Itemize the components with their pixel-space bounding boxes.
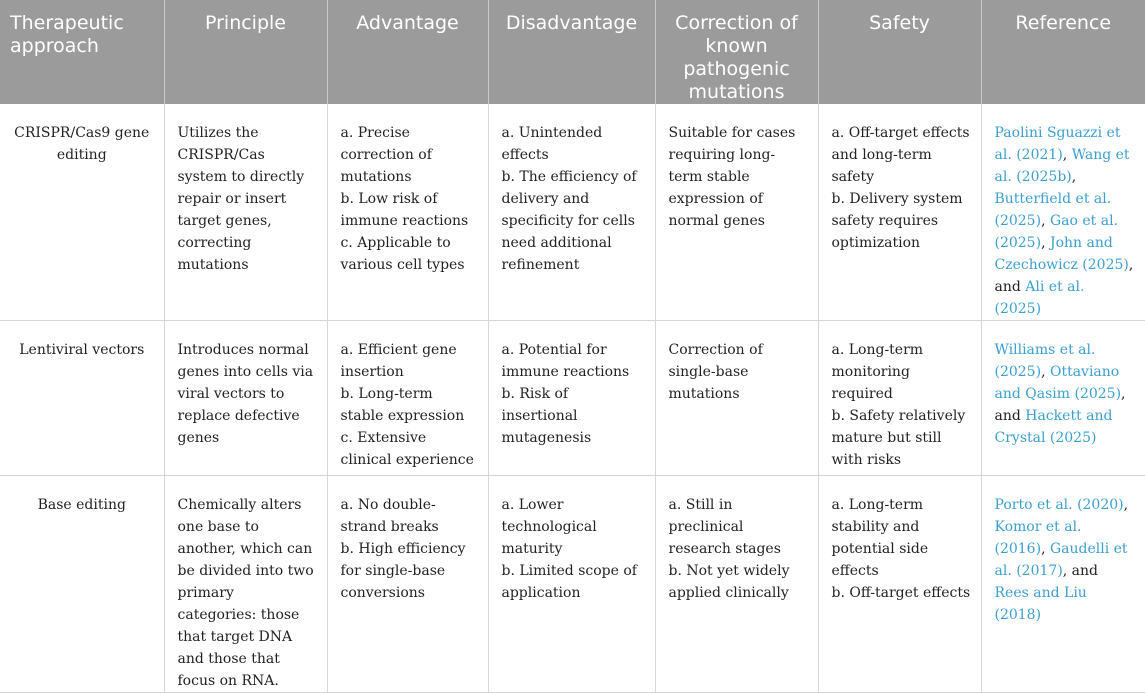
cell-disadvantage: [488, 321, 655, 476]
reference-link[interactable]: Rees and Liu (2018): [994, 585, 1087, 623]
advantage-item: c. Extensive clinical experience: [340, 430, 474, 468]
cell-reference: [981, 104, 1145, 321]
cell-safety: [818, 321, 981, 476]
disadvantage-item: a. Potential for immune reactions: [501, 342, 630, 380]
disadvantage-item: a. Unintended effects: [501, 125, 603, 163]
cell-approach: CRISPR/Cas9 gene editing: [0, 104, 164, 321]
advantage-item: b. High efficiency for single-base conversions: [340, 541, 466, 601]
reference-link[interactable]: Ali et al. (2025): [994, 279, 1085, 317]
cell-advantage: [327, 321, 488, 476]
advantage-item: b. Long-term stable expression: [340, 386, 465, 424]
advantage-item: a. Precise correction of mutations: [340, 125, 432, 185]
cell-approach: Base editing: [0, 476, 164, 693]
reference-link[interactable]: Komor et al. (2016): [994, 519, 1082, 557]
header-therapeutic-approach: Therapeutic approach: [0, 0, 164, 104]
cell-approach: Lentiviral vectors: [0, 321, 164, 476]
header-disadvantage: Disadvantage: [488, 0, 655, 104]
reference-separator: ,: [1123, 497, 1129, 513]
reference-separator: ,: [1041, 541, 1050, 557]
reference-separator: ,: [1041, 213, 1050, 229]
reference-separator: , and: [1062, 563, 1099, 579]
cell-principle: Utilizes the CRISPR/Cas system to directly repair or insert target genes, correcting mutations: [164, 104, 327, 321]
header-row: [0, 0, 1145, 104]
safety-item: b. Safety relatively mature but still with risks: [831, 408, 966, 468]
header-advantage: Advantage: [327, 0, 488, 104]
header-safety: Safety: [818, 0, 981, 104]
reference-link[interactable]: Paolini Sguazzi et al. (2021): [994, 125, 1121, 163]
disadvantage-item: b. Risk of insertional mutagenesis: [501, 386, 592, 446]
cell-disadvantage: [488, 476, 655, 693]
safety-item: a. Off-target effects and long-term safety: [831, 125, 970, 185]
cell-correction: Suitable for cases requiring long-term stable expression of normal genes: [655, 104, 818, 321]
safety-item: b. Off-target effects: [831, 585, 971, 601]
cell-disadvantage: [488, 104, 655, 321]
cell-reference: [981, 476, 1145, 693]
reference-link[interactable]: Williams et al. (2025): [994, 342, 1096, 380]
reference-separator: ,: [1041, 364, 1050, 380]
disadvantage-item: a. Lower technological maturity: [501, 497, 597, 557]
disadvantage-item: b. Limited scope of application: [501, 563, 637, 601]
reference-separator: ,: [1041, 235, 1050, 251]
advantage-item: a. Efficient gene insertion: [340, 342, 457, 380]
reference-link[interactable]: Ottaviano and Qasim (2025): [994, 364, 1122, 402]
reference-link[interactable]: Porto et al. (2020): [994, 497, 1124, 513]
cell-advantage: [327, 104, 488, 321]
reference-separator: , and: [994, 386, 1126, 424]
reference-separator: , and: [994, 257, 1134, 295]
safety-item: a. Long-term stability and potential side effects: [831, 497, 929, 579]
reference-separator: ,: [1071, 169, 1077, 185]
reference-link[interactable]: Gaudelli et al. (2017): [994, 541, 1128, 579]
table-row: [0, 104, 1145, 321]
table-row: [0, 321, 1145, 476]
cell-safety: [818, 476, 981, 693]
header-reference: Reference: [981, 0, 1145, 104]
header-principle: Principle: [164, 0, 327, 104]
reference-link[interactable]: Gao et al. (2025): [994, 213, 1119, 251]
cell-safety: [818, 104, 981, 321]
advantage-item: c. Applicable to various cell types: [340, 235, 465, 273]
advantage-item: a. No double-strand breaks: [340, 497, 439, 535]
reference-separator: ,: [1062, 147, 1072, 163]
reference-link[interactable]: John and Czechowicz (2025): [994, 235, 1129, 273]
cell-principle: Chemically alters one base to another, which can be divided into two primary categories: those that target DNA and those that focus on RNA.: [164, 476, 327, 693]
cell-principle: Introduces normal genes into cells via viral vectors to replace defective genes: [164, 321, 327, 476]
cell-advantage: [327, 476, 488, 693]
cell-correction: a. Still in preclinical research stages b. Not yet widely applied clinically: [655, 476, 818, 693]
table-row: [0, 476, 1145, 693]
cell-correction: Correction of single-base mutations: [655, 321, 818, 476]
advantage-item: b. Low risk of immune reactions: [340, 191, 469, 229]
reference-link[interactable]: Hackett and Crystal (2025): [994, 408, 1113, 446]
safety-item: a. Long-term monitoring required: [831, 342, 924, 402]
header-correction: Correction of known pathogenic mutations: [655, 0, 818, 104]
cell-reference: [981, 321, 1145, 476]
reference-link[interactable]: Wang et al. (2025b): [994, 147, 1130, 185]
disadvantage-item: b. The efficiency of delivery and specificity for cells need additional refinement: [501, 169, 637, 273]
reference-link[interactable]: Butterfield et al. (2025): [994, 191, 1112, 229]
safety-item: b. Delivery system safety requires optimization: [831, 191, 963, 251]
